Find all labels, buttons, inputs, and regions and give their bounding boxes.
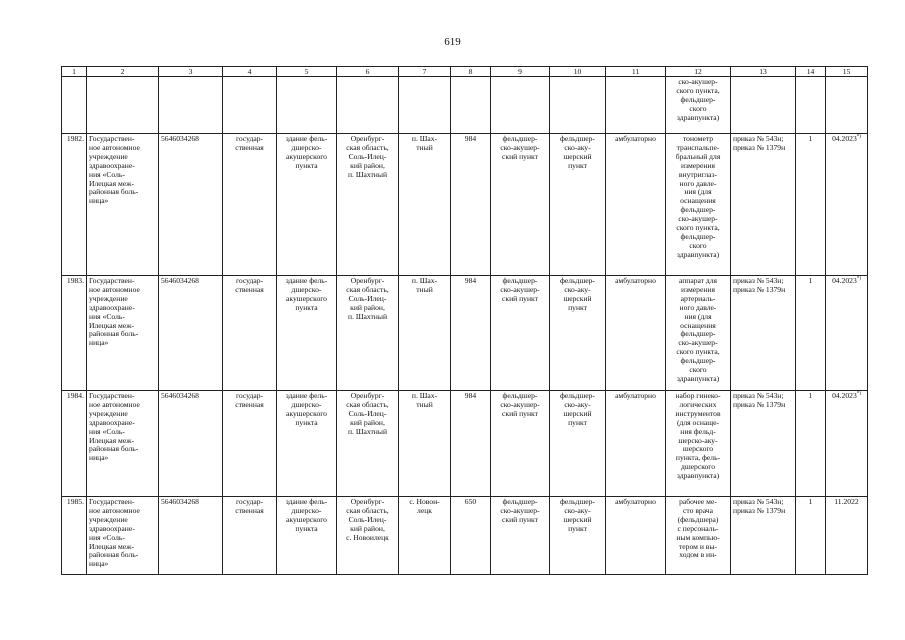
address-cell: Оренбург- ская область, Соль-Илец- кий район, с. Новоилецк [337, 497, 399, 575]
orders-cell: приказ № 543н; приказ № 1379н [731, 276, 796, 391]
row-number: 1983. [62, 276, 87, 391]
date-cell [826, 134, 868, 276]
care-type-cell: амбулаторно [606, 134, 666, 276]
continuation-row [62, 77, 868, 134]
building-cell: здание фель- дшерско- акушерского пункта [277, 497, 337, 575]
organization-cell: Государствен- ное автономное учреждение здравоохране- ния «Соль- Илецкая меж- районная боль- ница» [87, 276, 159, 391]
column-number: 1 [62, 67, 87, 77]
equipment-table [61, 66, 868, 575]
equipment-cell: ско-акушер- ского пункта, фельдшер- ского здравпункта) [666, 77, 731, 134]
unit-cell: фельдшер- ско-аку- шерский пункт [550, 497, 606, 575]
date-cell [826, 276, 868, 391]
equipment-cell: набор гинеко- логических инструментов (для оснаще- ния фельд- шерско-аку- шерского пункта, фель- дшерского здравпункта) [666, 391, 731, 497]
building-cell: здание фель- дшерско- акушерского пункта [277, 276, 337, 391]
table-row [62, 134, 868, 276]
date-value: 04.2023 [832, 276, 857, 285]
orders-cell: приказ № 543н; приказ № 1379н [731, 497, 796, 575]
row-number: 1985. [62, 497, 87, 575]
address-cell: Оренбург- ская область, Соль-Илец- кий район, п. Шахтный [337, 134, 399, 276]
footnote-mark: *) [856, 134, 861, 140]
quantity-cell: 1 [796, 276, 826, 391]
orders-cell: приказ № 543н; приказ № 1379н [731, 134, 796, 276]
column-number: 7 [399, 67, 451, 77]
equipment-cell: тонометр транспальпе- бральный для измерения внутриглаз- ного давле- ния (для оснащения фельдшер- ско-акушер- ского пункта, фельдшер- ского здравпункта) [666, 134, 731, 276]
facility-cell: фельдшер- ско-акушер- ский пункт [491, 391, 550, 497]
inn-cell: 5646034268 [159, 276, 223, 391]
column-number: 11 [606, 67, 666, 77]
footnote-mark: *) [856, 276, 861, 282]
care-type-cell: амбулаторно [606, 276, 666, 391]
inn-cell: 5646034268 [159, 497, 223, 575]
ownership-cell: государ- ственная [223, 391, 277, 497]
locality-cell: п. Шах- тный [399, 134, 451, 276]
column-number: 4 [223, 67, 277, 77]
facility-cell: фельдшер- ско-акушер- ский пункт [491, 134, 550, 276]
column-number: 8 [451, 67, 491, 77]
facility-cell: фельдшер- ско-акушер- ский пункт [491, 497, 550, 575]
quantity-cell: 1 [796, 134, 826, 276]
equipment-cell: аппарат для измерения артериаль- ного давле- ния (для оснащения фельдшер- ско-акушер- ского пункта, фельдшер- ского здравпункта) [666, 276, 731, 391]
date-cell [826, 391, 868, 497]
ownership-cell: государ- ственная [223, 276, 277, 391]
quantity-cell: 1 [796, 497, 826, 575]
locality-cell: с. Новои- лецк [399, 497, 451, 575]
date-value: 04.2023 [832, 391, 857, 400]
row-number: 1982. [62, 134, 87, 276]
building-cell: здание фель- дшерско- акушерского пункта [277, 134, 337, 276]
page-number: 619 [444, 36, 461, 48]
unit-cell: фельдшер- ско-аку- шерский пункт [550, 391, 606, 497]
quantity-cell: 1 [796, 391, 826, 497]
ownership-cell: государ- ственная [223, 497, 277, 575]
column-number: 10 [550, 67, 606, 77]
care-type-cell: амбулаторно [606, 497, 666, 575]
ownership-cell: государ- ственная [223, 134, 277, 276]
date-cell [826, 497, 868, 575]
column-number: 3 [159, 67, 223, 77]
facility-cell: фельдшер- ско-акушер- ский пункт [491, 276, 550, 391]
column-number: 15 [826, 67, 868, 77]
date-value: 04.2023 [832, 134, 857, 143]
address-cell: Оренбург- ская область, Соль-Илец- кий район, п. Шахтный [337, 276, 399, 391]
column-number: 12 [666, 67, 731, 77]
column-number: 9 [491, 67, 550, 77]
organization-cell: Государствен- ное автономное учреждение здравоохране- ния «Соль- Илецкая меж- районная боль- ница» [87, 134, 159, 276]
building-cell: здание фель- дшерско- акушерского пункта [277, 391, 337, 497]
column-number: 13 [731, 67, 796, 77]
column-number: 2 [87, 67, 159, 77]
address-cell: Оренбург- ская область, Соль-Илец- кий район, п. Шахтный [337, 391, 399, 497]
population-cell: 984 [451, 134, 491, 276]
locality-cell: п. Шах- тный [399, 391, 451, 497]
population-cell: 984 [451, 276, 491, 391]
care-type-cell: амбулаторно [606, 391, 666, 497]
inn-cell: 5646034268 [159, 391, 223, 497]
column-number: 14 [796, 67, 826, 77]
column-number: 6 [337, 67, 399, 77]
population-cell: 984 [451, 391, 491, 497]
column-number: 5 [277, 67, 337, 77]
date-value: 11.2022 [834, 497, 859, 506]
population-cell: 650 [451, 497, 491, 575]
row-number: 1984. [62, 391, 87, 497]
inn-cell: 5646034268 [159, 134, 223, 276]
unit-cell: фельдшер- ско-аку- шерский пункт [550, 134, 606, 276]
organization-cell: Государствен- ное автономное учреждение здравоохране- ния «Соль- Илецкая меж- районная боль- ница» [87, 497, 159, 575]
orders-cell: приказ № 543н; приказ № 1379н [731, 391, 796, 497]
table-row [62, 497, 868, 575]
organization-cell: Государствен- ное автономное учреждение здравоохране- ния «Соль- Илецкая меж- районная боль- ница» [87, 391, 159, 497]
table-header-row [62, 67, 868, 77]
equipment-cell: рабочее ме- сто врача (фельдшера) с персональ- ным компью- тером и вы- ходом в ин- [666, 497, 731, 575]
locality-cell: п. Шах- тный [399, 276, 451, 391]
unit-cell: фельдшер- ско-аку- шерский пункт [550, 276, 606, 391]
table-row [62, 391, 868, 497]
table-row [62, 276, 868, 391]
footnote-mark: *) [856, 391, 861, 397]
